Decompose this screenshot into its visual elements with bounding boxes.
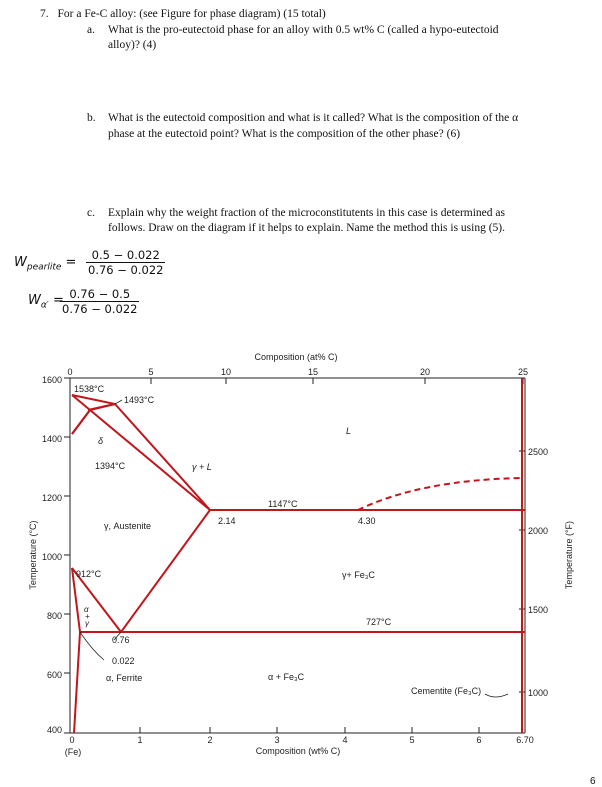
part-b-line1: What is the eutectoid composition and what is it called? What is the composition of the α	[108, 112, 519, 124]
label-alpha-fe3c: α + Fe₃C	[268, 672, 305, 682]
label-austenite: γ, Austenite	[104, 521, 152, 531]
right-tick-1500: 1500	[528, 605, 549, 615]
left-tick-600: 600	[46, 670, 62, 680]
label-1394: 1394°C	[95, 461, 126, 471]
eq1-symbol: W	[14, 255, 27, 270]
part-a-label: a.	[87, 24, 95, 36]
part-c-label: c.	[87, 207, 95, 219]
top-tick-5: 5	[148, 367, 154, 377]
alpha-gamma-plus: +	[85, 612, 90, 621]
bottom-tick-marks	[70, 727, 479, 733]
label-430: 4.30	[358, 516, 376, 526]
bottom-axis-title: Composition (wt% C)	[255, 746, 341, 756]
right-tick-2000: 2000	[528, 526, 549, 536]
eq1-lhs: $W_{pearlite}$ =	[14, 255, 77, 273]
bottom-tick-0: 0	[69, 735, 75, 745]
label-912: 912°C	[76, 569, 102, 579]
eq1-denominator: 0.76 − 0.022	[88, 263, 164, 277]
top-tick-25: 25	[517, 367, 529, 377]
peritectic-line-2	[88, 404, 115, 410]
label-cementite: Cementite (Fe₃C)	[411, 686, 482, 696]
bottom-tick-6: 6	[476, 735, 482, 745]
top-tick-15: 15	[307, 367, 319, 377]
left-tick-800: 800	[46, 611, 62, 621]
eq2-numerator: 0.76 − 0.5	[69, 287, 131, 301]
label-alpha-gamma	[84, 605, 90, 628]
alpha-gamma-alpha: α	[84, 605, 89, 614]
question-number: 7.	[40, 8, 49, 20]
left-tick-1200: 1200	[41, 493, 62, 503]
leader-lines	[80, 400, 508, 697]
bottom-sublabel-fe: (Fe)	[64, 747, 82, 757]
eq2-denominator: 0.76 − 0.022	[62, 302, 138, 316]
label-727: 727°C	[366, 617, 392, 627]
bottom-tick-5: 5	[409, 735, 415, 745]
eq2-symbol: W	[28, 293, 41, 308]
right-axis-title: Temperature (°F)	[564, 520, 574, 590]
part-b-line2: phase at the eutectoid point? What is the composition of the other phase? (6)	[108, 128, 461, 140]
top-tick-marks	[70, 378, 523, 384]
left-tick-1000: 1000	[41, 552, 62, 562]
eq1-numerator: 0.5 − 0.022	[91, 248, 160, 262]
alpha-gamma-gamma: γ	[85, 619, 89, 628]
bottom-tick-3: 3	[274, 735, 280, 745]
left-tick-400: 400	[46, 725, 62, 735]
part-a-line2: alloy)? (4)	[108, 39, 157, 51]
right-tick-2500: 2500	[528, 447, 549, 457]
part-c-line2: follows. Draw on the diagram if it helps to explain. Name the method this is using (5).	[108, 222, 505, 234]
top-tick-10: 10	[220, 367, 232, 377]
label-1147: 1147°C	[268, 499, 298, 509]
eq1-subscript: pearlite	[26, 262, 62, 273]
label-076: 0.76	[112, 635, 130, 645]
bottom-tick-2: 2	[207, 735, 213, 745]
bottom-tick-670: 6.70	[516, 735, 534, 745]
left-tick-marks	[64, 378, 70, 733]
eq2-subscript: α′	[40, 300, 49, 311]
left-tick-1400: 1400	[41, 434, 62, 444]
left-axis-title: Temperature (°C)	[28, 520, 38, 590]
top-tick-0: 0	[67, 367, 73, 377]
delta-gamma-line	[72, 410, 90, 434]
label-liquid: L	[346, 426, 352, 436]
eq2-lhs: $W_{\alpha'}$ =	[28, 293, 64, 311]
label-ferrite: α, Ferrite	[106, 673, 143, 683]
label-0022: 0.022	[112, 656, 135, 666]
bottom-tick-4: 4	[342, 735, 348, 745]
label-delta: δ	[98, 436, 104, 446]
label-1538: 1538°C	[74, 384, 105, 394]
part-c-line1: Explain why the weight fraction of the microconstitutents in this case is determined as	[108, 207, 505, 219]
label-1493: 1493°C	[124, 395, 155, 405]
solidus-line	[90, 410, 210, 510]
bottom-tick-1: 1	[137, 735, 143, 745]
right-tick-1000: 1000	[528, 688, 549, 698]
label-214: 2.14	[218, 516, 236, 526]
liquidus-line	[72, 395, 358, 510]
hypereutectic-liquidus	[358, 478, 522, 510]
top-axis-title: Composition (at% C)	[254, 352, 338, 362]
part-b-label: b.	[87, 112, 96, 124]
alpha-boundary	[72, 568, 80, 733]
label-gamma-fe3c: γ+ Fe₃C	[342, 570, 375, 580]
part-a-line1: What is the pro-eutectoid phase for an alloy with 0.5 wt% C (called a hypo-eutectoid	[108, 24, 499, 36]
page-corner-mark: 6	[590, 776, 596, 787]
top-tick-20: 20	[419, 367, 431, 377]
question-stem: For a Fe-C alloy: (see Figure for phase diagram) (15 total)	[57, 8, 326, 20]
label-gamma-l: γ + L	[192, 462, 212, 472]
left-tick-1600: 1600	[41, 375, 62, 385]
